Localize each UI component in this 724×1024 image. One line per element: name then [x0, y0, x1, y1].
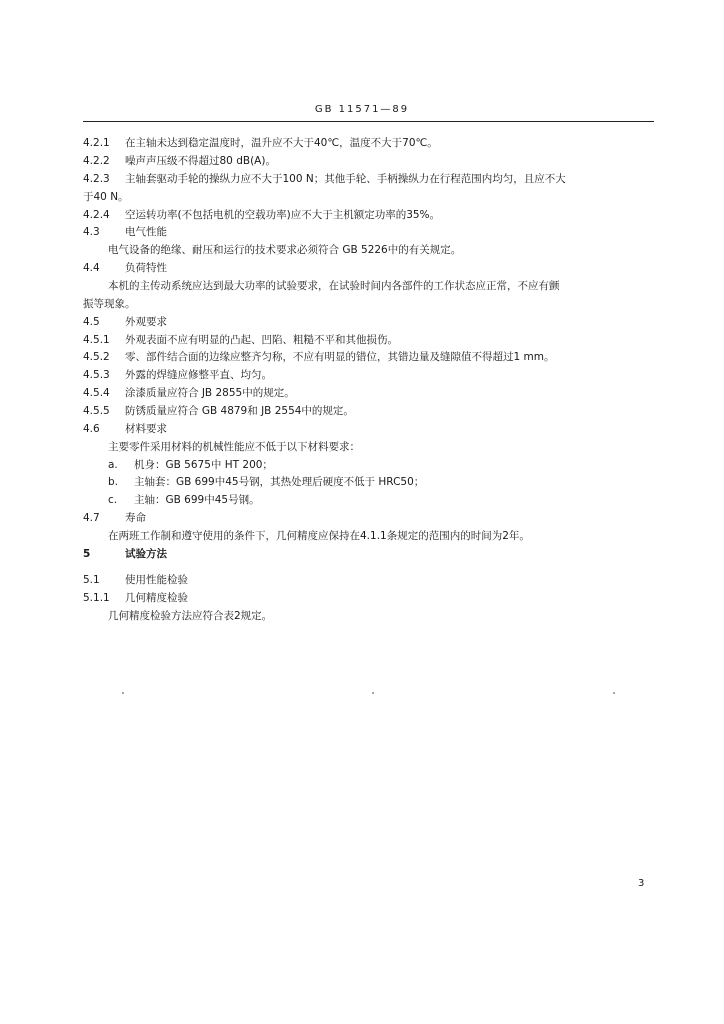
header-rule [83, 121, 654, 122]
chapter-title: 试验方法 [125, 548, 167, 560]
clause-text: 噪声声压级不得超过80 dB(A)。 [125, 155, 276, 167]
section-4-4-body-continuation [83, 297, 658, 311]
clause-4-2-2 [83, 154, 658, 168]
clause-number: 4.2.4 [83, 209, 110, 221]
clause-text: 在主轴未达到稳定温度时，温升应不大于40℃，温度不大于70℃。 [125, 137, 438, 149]
running-header: GB 11571—89 [314, 104, 410, 115]
section-4-3-body [83, 243, 683, 257]
clause-text: 于40 N。 [83, 191, 129, 203]
list-item-c [83, 493, 683, 507]
page-number: 3 [638, 878, 645, 889]
section-4-7-heading [83, 511, 658, 525]
clause-4-2-3-continuation [83, 190, 658, 204]
clause-text: 外露的焊缝应修整平直、均匀。 [125, 369, 272, 381]
chapter-number: 5 [83, 548, 91, 560]
chapter-5-heading [83, 547, 658, 561]
paragraph-text: 在两班工作制和遵守使用的条件下，几何精度应保持在4.1.1条规定的范围内的时间为2年。 [108, 530, 530, 542]
clause-4-5-5 [83, 404, 658, 418]
section-title: 电气性能 [125, 226, 167, 238]
section-4-7-body [83, 529, 683, 543]
paragraph-text: 本机的主传动系统应达到最大功率的试验要求，在试验时间内各部件的工作状态应正常，不应有颤 [108, 280, 560, 292]
section-number: 4.6 [83, 423, 100, 435]
section-4-6-body [83, 440, 683, 454]
list-item-b [83, 475, 683, 489]
clause-number: 4.5.1 [83, 334, 110, 346]
section-4-4-heading [83, 261, 658, 275]
scan-speck [122, 692, 124, 694]
list-text: 主轴套：GB 699中45号钢，其热处理后硬度不低于 HRC50； [134, 476, 425, 488]
clause-title: 几何精度检验 [125, 592, 188, 604]
clause-text: 涂漆质量应符合 JB 2855中的规定。 [125, 387, 295, 399]
section-title: 寿命 [125, 512, 146, 524]
section-5-1-heading [83, 573, 658, 587]
paragraph-text: 电气设备的绝缘、耐压和运行的技术要求必须符合 GB 5226中的有关规定。 [108, 244, 462, 256]
clause-4-5-2 [83, 350, 658, 364]
clause-number: 5.1.1 [83, 592, 110, 604]
section-title: 外观要求 [125, 316, 167, 328]
clause-5-1-1-heading [83, 591, 658, 605]
clause-text: 防锈质量应符合 GB 4879和 JB 2554中的规定。 [125, 405, 354, 417]
scan-speck [613, 692, 615, 694]
section-4-3-heading [83, 225, 658, 239]
section-number: 4.4 [83, 262, 100, 274]
section-number: 4.5 [83, 316, 100, 328]
section-number: 4.7 [83, 512, 100, 524]
clause-4-2-4 [83, 208, 658, 222]
paragraph-text: 主要零件采用材料的机械性能应不低于以下材料要求： [108, 441, 360, 453]
clause-number: 4.2.2 [83, 155, 110, 167]
list-marker: a. [108, 459, 118, 471]
clause-text: 空运转功率(不包括电机的空载功率)应不大于主机额定功率的35%。 [125, 209, 441, 221]
section-title: 使用性能检验 [125, 574, 188, 586]
list-marker: c. [108, 494, 118, 506]
clause-text: 外观表面不应有明显的凸起、凹陷、粗糙不平和其他损伤。 [125, 334, 398, 346]
clause-text: 主轴套驱动手轮的操纵力应不大于100 N；其他手轮、手柄操纵力在行程范围内均匀，且应不大 [125, 173, 566, 185]
paragraph-text: 振等现象。 [83, 298, 136, 310]
list-item-a [83, 458, 683, 472]
section-4-6-heading [83, 422, 658, 436]
clause-number: 4.2.3 [83, 173, 110, 185]
clause-4-5-4 [83, 386, 658, 400]
clause-number: 4.5.4 [83, 387, 110, 399]
clause-text: 零、部件结合面的边缘应整齐匀称，不应有明显的错位，其错边量及缝隙值不得超过1 mm。 [125, 351, 555, 363]
clause-4-5-1 [83, 333, 658, 347]
section-title: 材料要求 [125, 423, 167, 435]
section-4-4-body [83, 279, 683, 293]
list-marker: b. [108, 476, 119, 488]
section-number: 5.1 [83, 574, 100, 586]
list-text: 主轴：GB 699中45号钢。 [134, 494, 260, 506]
clause-4-5-3 [83, 368, 658, 382]
clause-number: 4.5.5 [83, 405, 110, 417]
section-title: 负荷特性 [125, 262, 167, 274]
list-text: 机身：GB 5675中 HT 200； [134, 459, 273, 471]
clause-number: 4.2.1 [83, 137, 110, 149]
clause-number: 4.5.2 [83, 351, 110, 363]
scan-speck [372, 692, 374, 694]
section-number: 4.3 [83, 226, 100, 238]
section-4-5-heading [83, 315, 658, 329]
clause-5-1-1-body [83, 609, 683, 623]
clause-4-2-1 [83, 136, 658, 150]
paragraph-text: 几何精度检验方法应符合表2规定。 [108, 610, 273, 622]
clause-number: 4.5.3 [83, 369, 110, 381]
clause-4-2-3 [83, 172, 658, 186]
